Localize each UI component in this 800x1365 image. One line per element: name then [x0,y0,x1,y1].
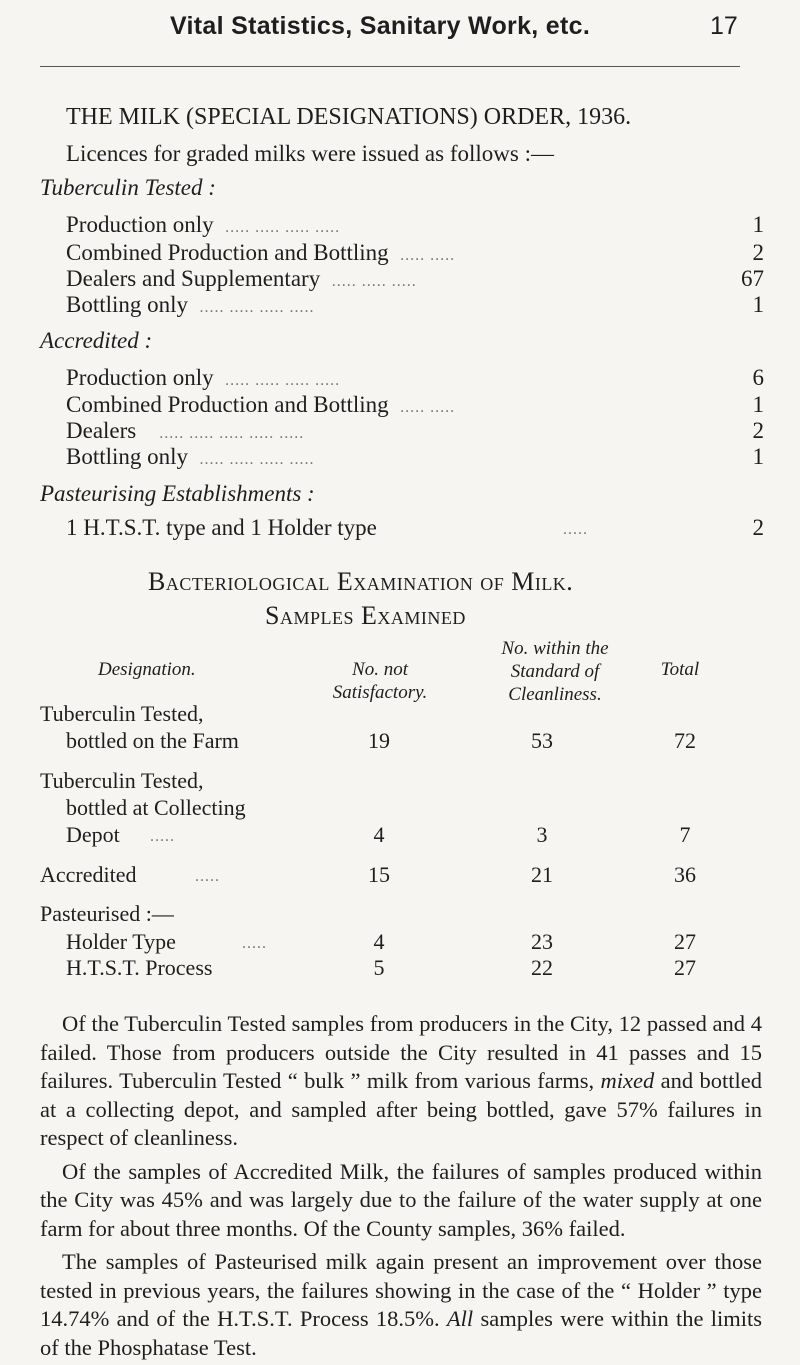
paragraph-tuberculin [40,1010,762,1153]
leader-dots: ..... [195,868,220,885]
col-header-total: Total [660,659,700,680]
licence-label: Combined Production and Bottling [66,240,389,265]
leader-dots: ..... [563,521,588,538]
licence-label: Production only [66,212,214,237]
col-header-designation: Designation. [98,659,196,680]
cell-total: 27 [674,955,696,980]
cell-within-standard: 3 [536,822,548,847]
header-line: No. not [352,659,408,680]
row-label [66,929,267,955]
licence-item [66,392,455,418]
section-heading-pasteurising: Pasteurising Establishments : [40,481,315,506]
licence-item [66,292,315,318]
row-label-text: Accredited [40,862,137,887]
row-label: bottled at Collecting [66,795,246,820]
leader-dots: ..... [242,935,267,952]
cell-within-standard: 23 [531,929,553,954]
running-title: Vital Statistics, Sanitary Work, etc. [170,12,591,40]
licence-count: 1 [752,392,764,417]
licence-count: 2 [752,515,764,540]
cell-not-satisfactory: 4 [373,929,385,954]
header-line: No. within the [501,638,609,659]
leader-dots: ..... ..... ..... ..... ..... [159,425,305,442]
licence-count: 1 [752,292,764,317]
cell-total: 7 [679,822,691,847]
cell-not-satisfactory: 15 [368,862,390,887]
licence-item [66,418,304,444]
licence-label: 1 H.T.S.T. type and 1 Holder type [66,515,377,540]
paragraph-accredited [40,1158,762,1244]
licences-intro: Licences for graded milks were issued as follows :— [66,141,554,166]
licence-item [66,365,340,391]
section-heading-tuberculin: Tuberculin Tested : [40,175,216,200]
cell-not-satisfactory: 5 [373,955,385,980]
licence-item [66,266,417,292]
cell-total: 36 [674,862,696,887]
header-line: Standard of [510,661,600,682]
section-heading-accredited: Accredited : [40,328,153,353]
licence-label: Dealers [66,418,137,443]
paragraph-text: Of the Tuberculin Tested samples from producers in the City, 12 passed and 4 failed. Those from producers outside the City resulted in 41 passes and 15 failures. Tuberculin Tested “ bulk ” milk from various farms, [40,1011,762,1093]
licence-label: Production only [66,365,214,390]
page-header [0,8,800,48]
cell-total: 27 [674,929,696,954]
licence-item [66,444,315,470]
licence-label: Dealers and Supplementary [66,266,321,291]
paragraph-text: Of the samples of Accredited Milk, the failures of samples produced within the City was 45% and was largely due to the failure of the water supply at one farm for about three months. Of the County samples, 36% failed. [40,1158,762,1241]
row-label: Tuberculin Tested, [40,768,204,793]
col-header-not-satisfactory [300,658,460,704]
licence-count: 2 [752,240,764,265]
row-label [66,822,175,848]
cell-within-standard: 21 [531,862,553,887]
licence-count: 67 [741,266,764,291]
licence-item [66,240,455,266]
leader-dots: ..... ..... ..... ..... [199,299,315,316]
licence-item [66,212,340,238]
order-title: THE MILK (SPECIAL DESIGNATIONS) ORDER, 1936. [66,104,632,130]
licence-label: Bottling only [66,444,189,469]
licence-count: 1 [752,444,764,469]
leader-dots: ..... ..... ..... ..... [225,219,341,236]
leader-dots: ..... ..... ..... [331,273,417,290]
row-label-text: Holder Type [66,929,176,954]
paragraph-pasteurised [40,1248,762,1362]
col-header-within-standard [455,637,655,706]
row-label: Pasteurised :— [40,901,174,926]
row-label-text: Depot [66,822,120,847]
licence-count: 1 [752,212,764,237]
cell-not-satisfactory: 19 [368,728,390,753]
licence-label: Combined Production and Bottling [66,392,389,417]
row-label: bottled on the Farm [66,728,239,753]
licence-count: 2 [752,418,764,443]
cell-total: 72 [674,728,696,753]
bacteriological-title: Bacteriological Examination of Milk. [148,567,574,596]
paragraph-text: samples were within the limits of the Phosphatase Test. [40,1306,763,1360]
cell-within-standard: 22 [531,955,553,980]
cell-not-satisfactory: 4 [373,822,385,847]
samples-title: Samples Examined [265,601,466,630]
licence-item [66,515,588,541]
leader-dots: ..... ..... [400,247,456,264]
leader-dots: ..... [150,828,175,845]
row-label [40,862,220,888]
paragraph-text: The samples of Pasteurised milk again present an improvement over those tested in previous years, the failures showing in the case of the “ Holder ” type 14.74% and of the H.T.S.T. Process 18.5%. [40,1249,762,1331]
row-label: Tuberculin Tested, [40,701,204,726]
licence-count: 6 [752,365,764,390]
cell-within-standard: 53 [531,728,553,753]
leader-dots: ..... ..... ..... ..... [199,451,315,468]
header-rule [40,66,740,67]
emphasis: All [446,1306,474,1331]
row-label: H.T.S.T. Process [66,955,213,980]
emphasis: mixed [600,1068,655,1093]
body-text [40,1010,762,1362]
header-line: Satisfactory. [332,682,428,703]
page-number: 17 [710,12,738,40]
paragraph-text: and bottled at a collecting depot, and sampled after being bottled, gave 57% failures in respect of cleanliness. [40,1068,763,1150]
header-line: Cleanliness. [508,684,602,705]
licence-label: Bottling only [66,292,189,317]
leader-dots: ..... ..... [400,399,456,416]
leader-dots: ..... ..... ..... ..... [225,372,341,389]
